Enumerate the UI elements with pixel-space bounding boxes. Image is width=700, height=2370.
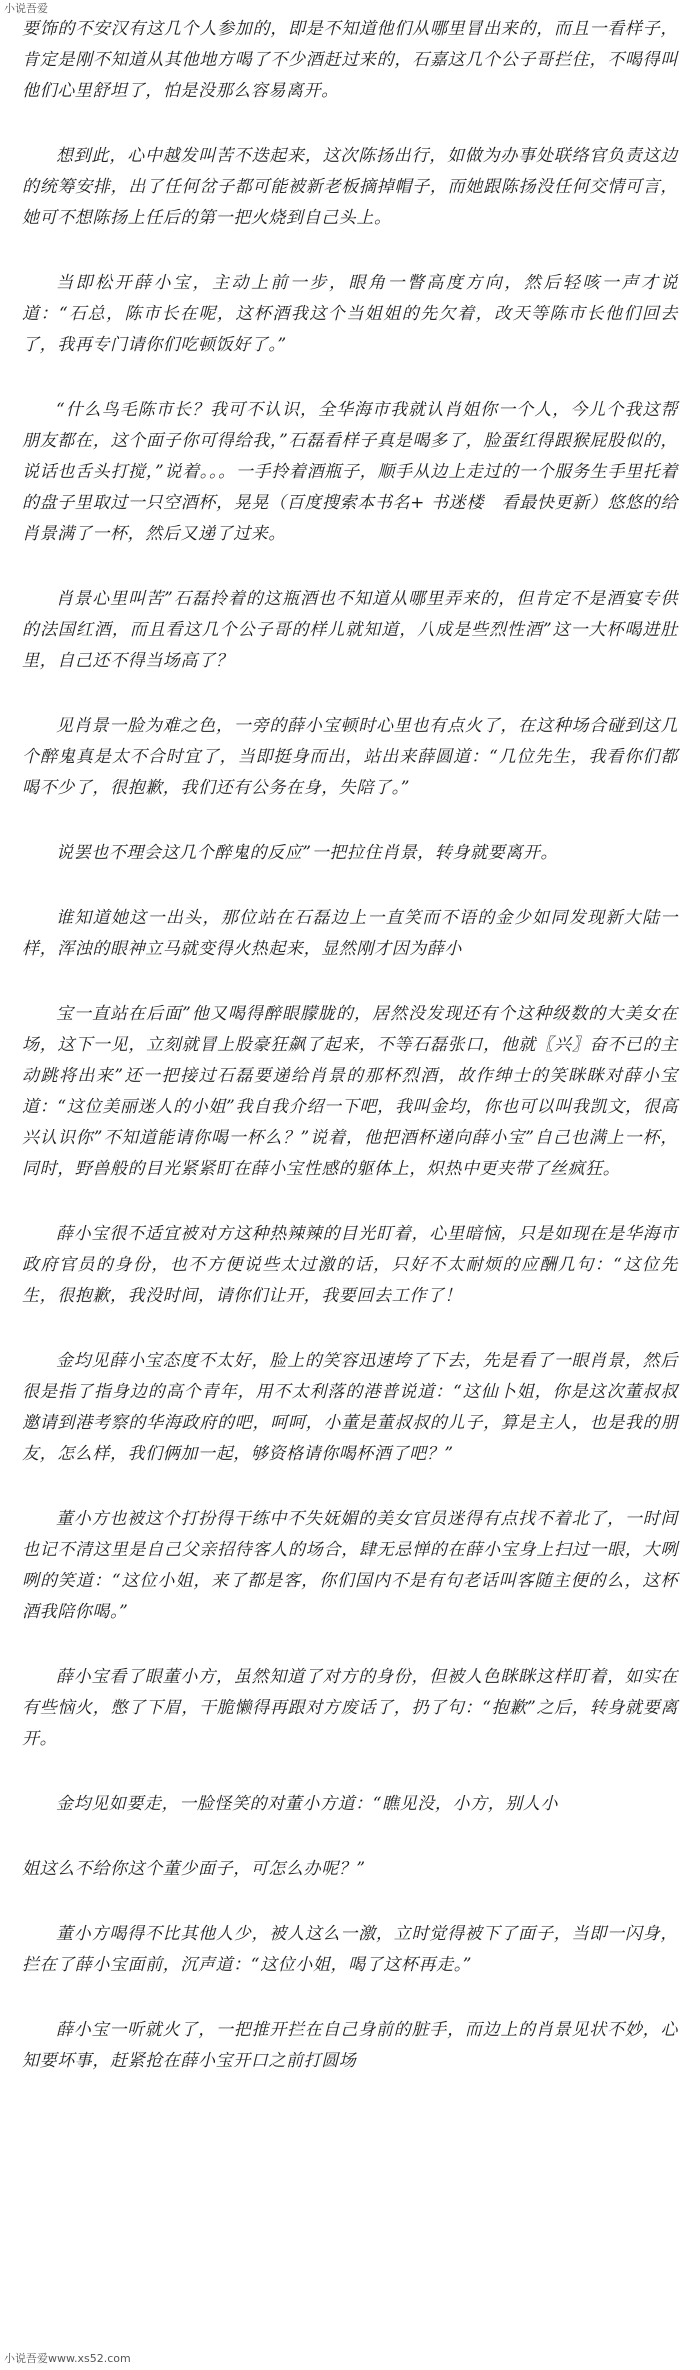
paragraph: 宝一直站在后面”他又喝得醉眼朦胧的，居然没发现还有个这种级数的大美女在场，这下一见，立刻就冒上股豪狂飙了起来，不等石磊张口，他就〖兴〗奋不已的主动跳将出来”还一把接过石磊要递给肖景的那杯烈酒，故作绅士的笑眯眯对薛小宝道：“这位美丽迷人的小姐”我自我介绍一下吧，我叫金均，你也可以叫我凯文，很高兴认识你”不知道能请你喝一杯么？”说着，他把酒杯递向薛小宝”自己也满上一杯，同时，野兽般的目光紧紧盯在薛小宝性感的躯体上，炽热中更夹带了丝疯狂。	[22, 1004, 678, 1179]
paragraph: 当即松开薛小宝，主动上前一步，眼角一瞥高度方向，然后轻咳一声才说道：“石总，陈市长在呢，这杯酒我这个当姐姐的先欠着，改天等陈市长他们回去了，我再专门请你们吃顿饭好了。”	[22, 273, 678, 355]
paragraph: 谁知道她这一出头，那位站在石磊边上一直笑而不语的金少如同发现新大陆一样，浑浊的眼神立马就变得火热起来，显然刚才因为薛小	[22, 908, 678, 959]
paragraph: 董小方也被这个打扮得干练中不失妩媚的美女官员迷得有点找不着北了，一时间也记不清这里是自己父亲招待客人的场合，肆无忌惮的在薛小宝身上扫过一眼，大咧咧的笑道：“这位小姐，来了都是客，你们国内不是有句老话叫客随主便的么，这杯酒我陪你喝。”	[22, 1509, 678, 1622]
paragraph: 董小方喝得不比其他人少，被人这么一激，立时觉得被下了面子，当即一闪身，拦在了薛小宝面前，沉声道：“这位小姐，喝了这杯再走。”	[22, 1924, 678, 1975]
paragraph: 薛小宝看了眼董小方，虽然知道了对方的身份，但被人色眯眯这样盯着，如实在有些恼火，憋了下眉，干脆懒得再跟对方废话了，扔了句：“抱歉”之后，转身就要离开。	[22, 1667, 678, 1749]
article-body	[22, 14, 678, 2077]
paragraph: 要饰的不安汉有这几个人参加的，即是不知道他们从哪里冒出来的，而且一看样子，肯定是刚不知道从其他地方喝了不少酒赶过来的，石嘉这几个公子哥拦住，不喝得叫他们心里舒坦了，怕是没那么容易离开。	[22, 19, 678, 101]
paragraph: 薛小宝一听就火了，一把推开拦在自己身前的脏手，而边上的肖景见状不妙，心知要坏事，赶紧抢在薛小宝开口之前打圆场	[22, 2020, 678, 2071]
paragraph: “什么鸟毛陈市长？我可不认识，全华海市我就认肖姐你一个人，今儿个我这帮朋友都在，这个面子你可得给我，”石磊看样子真是喝多了，脸蛋红得跟猴屁股似的，说话也舌头打搅，”说着。。。一手拎着酒瓶子，顺手从边上走过的一个服务生手里托着的盘子里取过一只空酒杯，晃晃（百度搜索本书名+ 书迷楼 看最快更新）悠悠的给肖景满了一杯，然后又递了过来。	[22, 400, 678, 544]
paragraph: 姐这么不给你这个董少面子，可怎么办呢？”	[22, 1859, 366, 1879]
paragraph: 见肖景一脸为难之色，一旁的薛小宝顿时心里也有点火了，在这种场合碰到这几个醉鬼真是太不合时宜了，当即挺身而出，站出来薛圆道：“几位先生，我看你们都喝不少了，很抱歉，我们还有公务在身，失陪了。”	[22, 716, 678, 798]
paragraph: 金均见薛小宝态度不太好，脸上的笑容迅速垮了下去，先是看了一眼肖景，然后很是指了指身边的高个青年，用不太利落的港普说道：“这仙卜姐，你是这次董叔叔邀请到港考察的华海政府的吧，呵呵，小董是董叔叔的儿子，算是主人，也是我的朋友，怎么样，我们俩加一起，够资格请你喝杯酒了吧？”	[22, 1351, 678, 1464]
paragraph: 肖景心里叫苦”石磊拎着的这瓶酒也不知道从哪里弄来的，但肯定不是酒宴专供的法国红酒，而且看这几个公子哥的样儿就知道，八成是些烈性酒”这一大杯喝进肚里，自己还不得当场高了？	[22, 589, 678, 671]
site-header: 小说吾爱	[4, 2, 48, 15]
paragraph: 薛小宝很不适宜被对方这种热辣辣的目光盯着，心里暗恼，只是如现在是华海市政府官员的身份，也不方便说些太过激的话，只好不太耐烦的应酬几句：“这位先生，很抱歉，我没时间，请你们让开，我要回去工作了！	[22, 1224, 678, 1306]
paragraph: 想到此，心中越发叫苦不迭起来，这次陈扬出行，如做为办事处联络官负责这边的统筹安排，出了任何岔子都可能被新老板摘掉帽子，而她跟陈扬没任何交情可言，她可不想陈扬上任后的第一把火烧到自己头上。	[22, 146, 678, 228]
paragraph: 说罢也不理会这几个醉鬼的反应”一把拉住肖景，转身就要离开。	[56, 843, 559, 863]
site-footer: 小说吾爱www.xs52.com	[4, 2352, 131, 2365]
paragraph: 金均见如要走，一脸怪笑的对董小方道：“瞧见没，小方，别人小	[56, 1794, 559, 1814]
